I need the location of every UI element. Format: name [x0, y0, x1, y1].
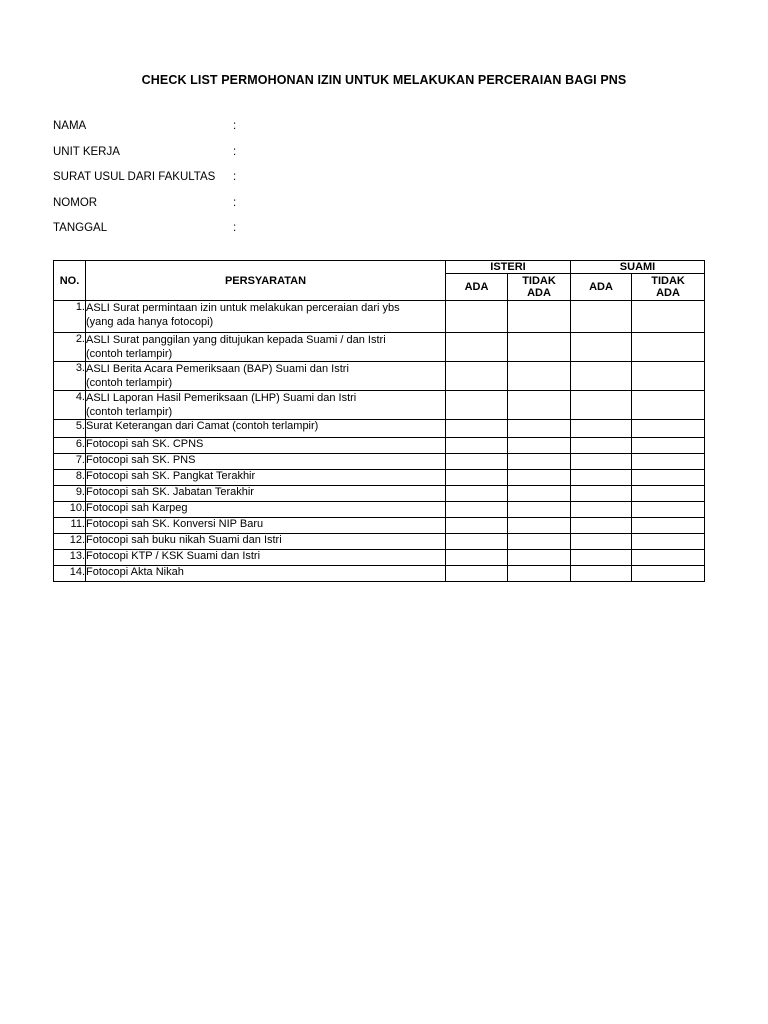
- wife-ada-cell[interactable]: [446, 470, 508, 486]
- wife-ada-cell[interactable]: [446, 566, 508, 582]
- row-number: 8.: [54, 470, 86, 486]
- husband-ada-cell[interactable]: [571, 333, 632, 362]
- wife-tidak-ada-cell[interactable]: [508, 502, 571, 518]
- table-row: [54, 301, 705, 333]
- wife-tidak-ada-cell[interactable]: [508, 301, 571, 333]
- field-label: NOMOR: [53, 196, 98, 209]
- table-row: [54, 391, 705, 420]
- requirement-line2: (yang ada hanya fotocopi): [86, 316, 214, 328]
- requirement-line1: ASLI Berita Acara Pemeriksaan (BAP) Suami dan Istri: [86, 363, 349, 375]
- husband-ada-cell[interactable]: [571, 518, 632, 534]
- row-number: 9.: [54, 486, 86, 502]
- table-row: [54, 333, 705, 362]
- table-row: [54, 420, 705, 438]
- header-tidak-line2: ADA: [527, 287, 551, 299]
- requirement-line1: ASLI Laporan Hasil Pemeriksaan (LHP) Suami dan Istri: [86, 392, 357, 404]
- row-number: 12.: [54, 534, 86, 550]
- table-row: [54, 550, 705, 566]
- wife-tidak-ada-cell[interactable]: [508, 391, 571, 420]
- husband-tidak-ada-cell[interactable]: [632, 518, 705, 534]
- row-number: 7.: [54, 454, 86, 470]
- row-number: 2.: [54, 333, 86, 362]
- husband-tidak-ada-cell[interactable]: [632, 566, 705, 582]
- row-requirement: [86, 391, 446, 420]
- table-row: [54, 518, 705, 534]
- wife-tidak-ada-cell[interactable]: [508, 454, 571, 470]
- row-requirement: [86, 362, 446, 391]
- wife-ada-cell[interactable]: [446, 502, 508, 518]
- table-row: [54, 534, 705, 550]
- table-row: [54, 566, 705, 582]
- row-requirement: Fotocopi sah SK. Konversi NIP Baru: [86, 518, 446, 534]
- husband-ada-cell[interactable]: [571, 470, 632, 486]
- field-colon: :: [233, 222, 237, 235]
- wife-ada-cell[interactable]: [446, 420, 508, 438]
- wife-ada-cell[interactable]: [446, 438, 508, 454]
- row-requirement: Fotocopi sah SK. CPNS: [86, 438, 446, 454]
- field-colon: :: [233, 145, 237, 158]
- row-number: 3.: [54, 362, 86, 391]
- field-colon: :: [233, 120, 237, 132]
- field-colon: :: [233, 171, 237, 184]
- header-no: NO.: [54, 261, 86, 301]
- wife-tidak-ada-cell[interactable]: [508, 362, 571, 391]
- row-number: 13.: [54, 550, 86, 566]
- wife-ada-cell[interactable]: [446, 391, 508, 420]
- husband-ada-cell[interactable]: [571, 301, 632, 333]
- row-number: 1.: [54, 301, 86, 333]
- requirement-line1: ASLI Surat permintaan izin untuk melakukan perceraian dari ybs: [86, 302, 400, 314]
- wife-tidak-ada-cell[interactable]: [508, 534, 571, 550]
- husband-ada-cell[interactable]: [571, 362, 632, 391]
- husband-ada-cell[interactable]: [571, 550, 632, 566]
- row-requirement: Fotocopi sah SK. Pangkat Terakhir: [86, 470, 446, 486]
- row-number: 10.: [54, 502, 86, 518]
- wife-ada-cell[interactable]: [446, 550, 508, 566]
- husband-tidak-ada-cell[interactable]: [632, 534, 705, 550]
- wife-ada-cell[interactable]: [446, 518, 508, 534]
- wife-tidak-ada-cell[interactable]: [508, 333, 571, 362]
- row-number: 4.: [54, 391, 86, 420]
- wife-tidak-ada-cell[interactable]: [508, 486, 571, 502]
- row-requirement: [86, 333, 446, 362]
- wife-ada-cell[interactable]: [446, 486, 508, 502]
- wife-ada-cell[interactable]: [446, 362, 508, 391]
- table-row: [54, 454, 705, 470]
- table-row: [54, 470, 705, 486]
- table-row: [54, 438, 705, 454]
- husband-ada-cell[interactable]: [571, 566, 632, 582]
- husband-tidak-ada-cell[interactable]: [632, 470, 705, 486]
- table-row: [54, 502, 705, 518]
- header-tidak-line1: TIDAK: [522, 275, 556, 287]
- table-row: [54, 362, 705, 391]
- row-requirement: Fotocopi Akta Nikah: [86, 566, 446, 582]
- header-wife: ISTERI: [446, 261, 571, 274]
- row-requirement: Fotocopi sah SK. Jabatan Terakhir: [86, 486, 446, 502]
- husband-ada-cell[interactable]: [571, 454, 632, 470]
- husband-tidak-ada-cell[interactable]: [632, 438, 705, 454]
- requirement-line1: ASLI Surat panggilan yang ditujukan kepada Suami / dan Istri: [86, 334, 386, 346]
- row-requirement: Fotocopi sah SK. PNS: [86, 454, 446, 470]
- header-tidak-line1: TIDAK: [651, 275, 685, 287]
- husband-tidak-ada-cell[interactable]: [632, 362, 705, 391]
- header-wife-tidak-ada: [508, 274, 571, 301]
- row-requirement: Surat Keterangan dari Camat (contoh terlampir): [86, 420, 446, 438]
- row-number: 14.: [54, 566, 86, 582]
- row-requirement: Fotocopi sah buku nikah Suami dan Istri: [86, 534, 446, 550]
- requirement-line2: (contoh terlampir): [86, 348, 173, 360]
- row-number: 11.: [54, 518, 86, 534]
- requirements-table: [53, 260, 705, 582]
- row-number: 5.: [54, 420, 86, 438]
- wife-ada-cell[interactable]: [446, 454, 508, 470]
- husband-ada-cell[interactable]: [571, 486, 632, 502]
- wife-ada-cell[interactable]: [446, 534, 508, 550]
- husband-tidak-ada-cell[interactable]: [632, 301, 705, 333]
- husband-ada-cell[interactable]: [571, 420, 632, 438]
- husband-ada-cell[interactable]: [571, 534, 632, 550]
- row-requirement: [86, 301, 446, 333]
- header-wife-ada: ADA: [446, 274, 508, 301]
- wife-ada-cell[interactable]: [446, 301, 508, 333]
- document-title: CHECK LIST PERMOHONAN IZIN UNTUK MELAKUKAN PERCERAIAN BAGI PNS: [141, 73, 627, 87]
- header-husband: SUAMI: [571, 261, 705, 274]
- husband-tidak-ada-cell[interactable]: [632, 333, 705, 362]
- field-label: NAMA: [53, 120, 87, 132]
- husband-ada-cell[interactable]: [571, 438, 632, 454]
- row-number: 6.: [54, 438, 86, 454]
- requirement-line2: (contoh terlampir): [86, 377, 173, 389]
- requirement-line2: (contoh terlampir): [86, 406, 173, 418]
- field-colon: :: [233, 196, 237, 209]
- header-requirement: PERSYARATAN: [86, 261, 446, 301]
- wife-tidak-ada-cell[interactable]: [508, 550, 571, 566]
- husband-ada-cell[interactable]: [571, 502, 632, 518]
- table-row: [54, 486, 705, 502]
- wife-tidak-ada-cell[interactable]: [508, 566, 571, 582]
- husband-tidak-ada-cell[interactable]: [632, 550, 705, 566]
- row-requirement: Fotocopi KTP / KSK Suami dan Istri: [86, 550, 446, 566]
- field-label: UNIT KERJA: [53, 145, 120, 158]
- wife-tidak-ada-cell[interactable]: [508, 420, 571, 438]
- husband-tidak-ada-cell[interactable]: [632, 454, 705, 470]
- husband-tidak-ada-cell[interactable]: [632, 391, 705, 420]
- wife-tidak-ada-cell[interactable]: [508, 438, 571, 454]
- husband-tidak-ada-cell[interactable]: [632, 502, 705, 518]
- header-husband-ada: ADA: [571, 274, 632, 301]
- husband-ada-cell[interactable]: [571, 391, 632, 420]
- wife-tidak-ada-cell[interactable]: [508, 518, 571, 534]
- wife-ada-cell[interactable]: [446, 333, 508, 362]
- header-husband-tidak-ada: [632, 274, 705, 301]
- wife-tidak-ada-cell[interactable]: [508, 470, 571, 486]
- husband-tidak-ada-cell[interactable]: [632, 486, 705, 502]
- husband-tidak-ada-cell[interactable]: [632, 420, 705, 438]
- header-tidak-line2: ADA: [656, 287, 680, 299]
- row-requirement: Fotocopi sah Karpeg: [86, 502, 446, 518]
- field-label: TANGGAL: [53, 222, 108, 235]
- field-label: SURAT USUL DARI FAKULTAS: [53, 171, 216, 184]
